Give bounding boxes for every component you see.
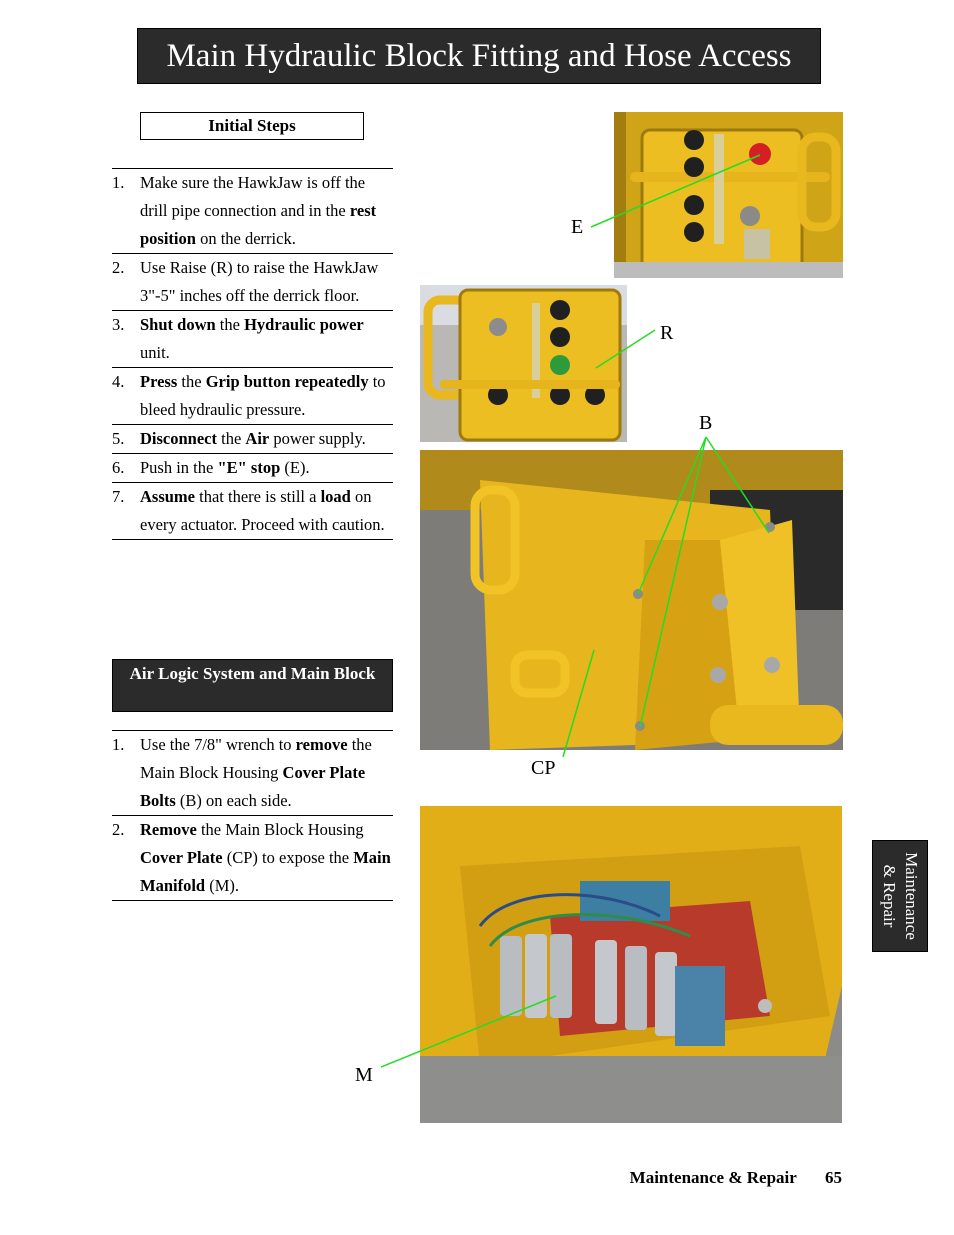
- step-text: [140, 816, 393, 900]
- list-item: [112, 453, 393, 482]
- step-text-segment: the: [215, 315, 245, 334]
- step-number: 5.: [112, 429, 125, 448]
- step-text-bold: Grip button repeatedly: [205, 372, 369, 391]
- step-number: 6.: [112, 458, 125, 477]
- step-text-bold: load: [320, 487, 351, 506]
- step-text-segment: unit.: [140, 343, 170, 362]
- section-side-tab: [872, 840, 928, 952]
- callout-cp: CP: [531, 757, 556, 779]
- step-text-bold: Cover Plate: [140, 848, 223, 867]
- step-text-bold: Air: [245, 429, 270, 448]
- step-text: [140, 254, 393, 310]
- step-text: [140, 483, 393, 539]
- step-text: [140, 425, 393, 453]
- step-text-segment: the: [177, 372, 206, 391]
- callout-r: R: [660, 322, 674, 344]
- initial-steps-list: [112, 168, 393, 540]
- callout-b: B: [699, 412, 713, 434]
- air-logic-steps-list: [112, 730, 393, 901]
- step-text-segment: the: [217, 429, 246, 448]
- step-number: 1.: [112, 735, 125, 754]
- step-text-bold: rest position: [140, 201, 377, 248]
- step-text-segment: the Main Block Housing: [196, 820, 364, 839]
- step-text-segment: (E).: [280, 458, 310, 477]
- step-text: [140, 169, 393, 253]
- step-number: 1.: [112, 173, 125, 192]
- step-number: 2.: [112, 258, 125, 277]
- step-text-segment: that there is still a: [195, 487, 321, 506]
- step-text-bold: Cover Plate Bolts: [140, 763, 366, 810]
- step-text-segment: the Main Block Housing: [140, 735, 372, 782]
- step-text-bold: Hydraulic power: [244, 315, 364, 334]
- step-text-segment: to bleed hydraulic pressure.: [140, 372, 386, 419]
- step-text: [140, 368, 393, 424]
- page-number: 65: [825, 1168, 842, 1187]
- callout-e: E: [571, 216, 584, 238]
- step-number: 4.: [112, 372, 125, 391]
- step-text-bold: Main Manifold: [140, 848, 391, 895]
- main-block-housing-photo: [420, 450, 843, 750]
- initial-steps-heading: Initial Steps: [140, 112, 364, 140]
- step-text: [140, 731, 393, 815]
- step-number: 7.: [112, 487, 125, 506]
- step-text-bold: Shut down: [140, 315, 216, 334]
- page-footer: [600, 1168, 842, 1188]
- step-number: 3.: [112, 315, 125, 334]
- step-text-segment: Use the 7/8" wrench to: [140, 735, 296, 754]
- step-text-segment: on the derrick.: [195, 229, 296, 248]
- callout-m: M: [355, 1064, 373, 1086]
- step-text-segment: on every actuator. Proceed with caution.: [140, 487, 385, 534]
- step-text-segment: (B) on each side.: [175, 791, 292, 810]
- raise-control-box-photo: [420, 285, 627, 442]
- list-item: [112, 310, 393, 367]
- list-item: [112, 424, 393, 453]
- step-text-bold: Remove: [140, 820, 197, 839]
- estop-control-box-photo: [614, 112, 843, 278]
- main-manifold-photo: [420, 806, 842, 1123]
- list-item: [112, 730, 393, 815]
- step-text-bold: "E" stop: [217, 458, 281, 477]
- list-item: [112, 482, 393, 540]
- list-item: [112, 168, 393, 253]
- step-text-segment: Push in the: [140, 458, 218, 477]
- list-item: [112, 815, 393, 901]
- step-text-segment: Make sure the HawkJaw is off the drill pipe connection and in the: [140, 173, 366, 220]
- air-logic-heading: Air Logic System and Main Block: [112, 659, 393, 712]
- list-item: [112, 253, 393, 310]
- step-text-bold: remove: [295, 735, 348, 754]
- step-text-bold: Press: [140, 372, 178, 391]
- step-text-segment: (M).: [205, 876, 240, 895]
- step-text-segment: Use Raise (R) to raise the HawkJaw 3"-5" inches off the derrick floor.: [140, 258, 379, 305]
- step-number: 2.: [112, 820, 125, 839]
- step-text: [140, 311, 393, 367]
- side-tab-line1: Maintenance: [902, 852, 921, 940]
- page-title: Main Hydraulic Block Fitting and Hose Access: [137, 28, 821, 84]
- step-text-segment: (CP) to expose the: [222, 848, 354, 867]
- step-text-bold: Assume: [140, 487, 196, 506]
- list-item: [112, 367, 393, 424]
- step-text: [140, 454, 393, 482]
- side-tab-line2: & Repair: [880, 864, 899, 928]
- step-text-bold: Disconnect: [140, 429, 217, 448]
- footer-section: Maintenance & Repair: [629, 1168, 797, 1187]
- step-text-segment: power supply.: [269, 429, 366, 448]
